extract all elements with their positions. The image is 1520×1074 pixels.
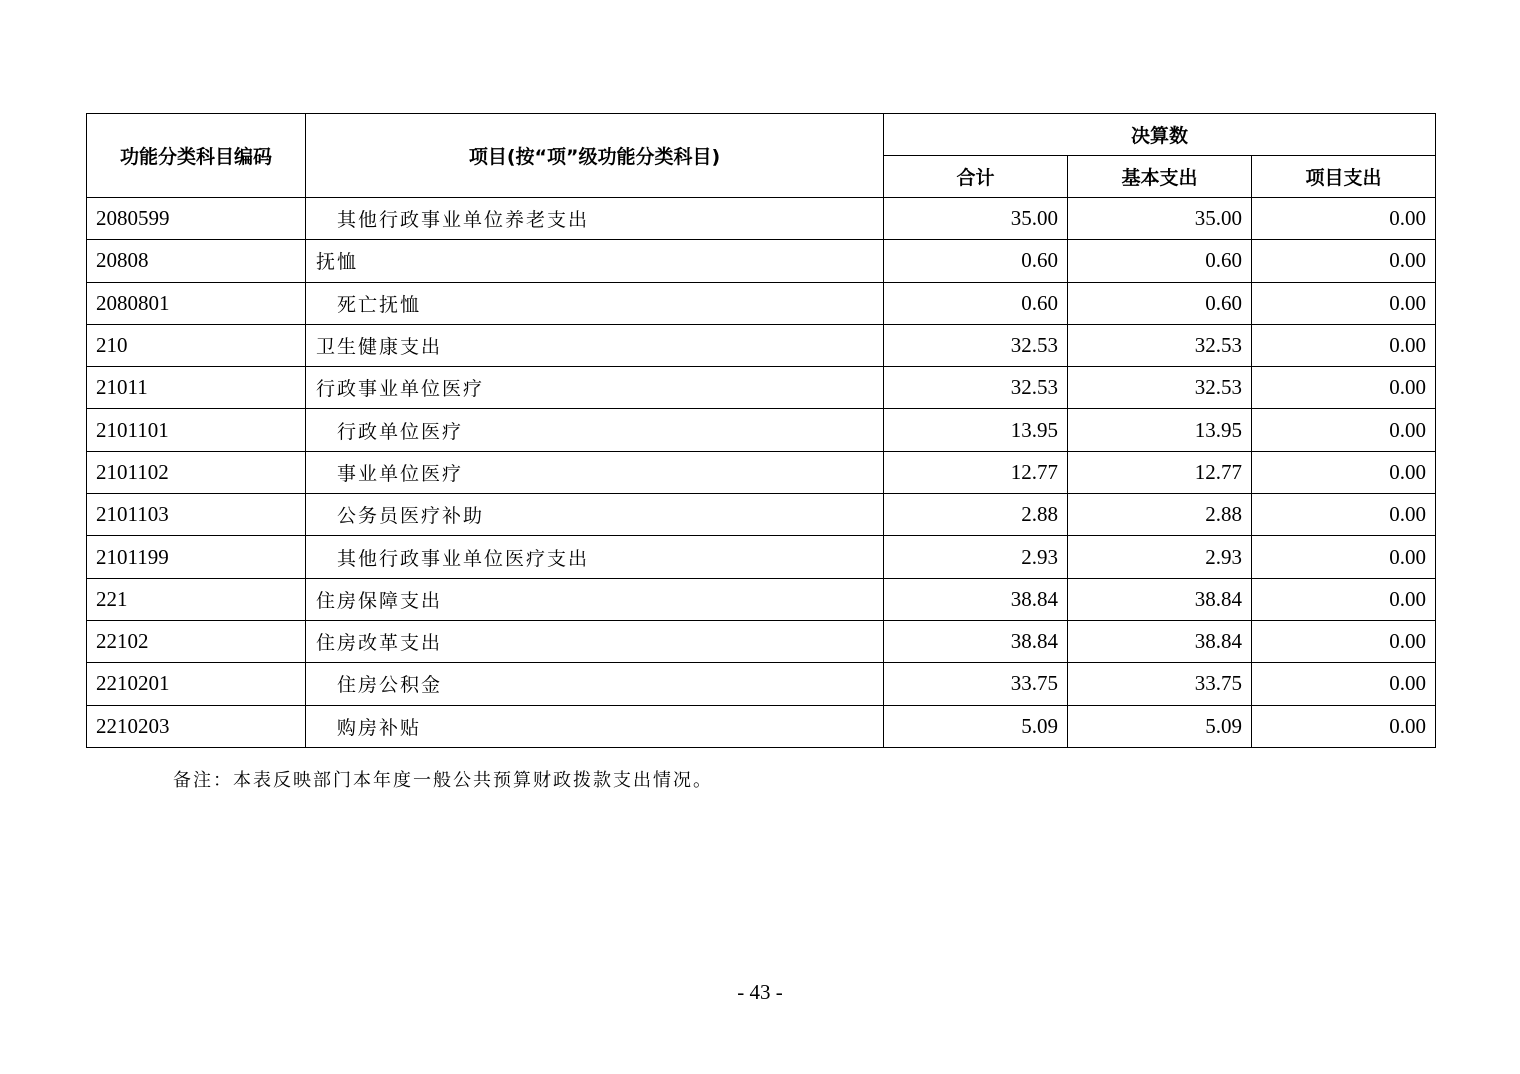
cell-code: 2080599 [87,198,306,240]
cell-project-expense: 0.00 [1252,367,1436,409]
header-item: 项目(按“项”级功能分类科目) [306,114,884,198]
cell-project-expense: 0.00 [1252,324,1436,366]
cell-basic-expense: 13.95 [1068,409,1252,451]
cell-item-name: 住房改革支出 [306,620,884,662]
header-total: 合计 [884,156,1068,198]
cell-total: 32.53 [884,367,1068,409]
header-project-expense: 项目支出 [1252,156,1436,198]
cell-item-name: 住房公积金 [306,663,884,705]
cell-project-expense: 0.00 [1252,663,1436,705]
table-row [87,282,1436,324]
cell-item-name: 住房保障支出 [306,578,884,620]
table-row [87,367,1436,409]
cell-project-expense: 0.00 [1252,536,1436,578]
cell-code: 221 [87,578,306,620]
table-footnote: 备注：本表反映部门本年度一般公共预算财政拨款支出情况。 [173,770,713,791]
table-row [87,620,1436,662]
table-row [87,663,1436,705]
cell-code: 20808 [87,240,306,282]
table-body [87,198,1436,748]
cell-total: 0.60 [884,240,1068,282]
cell-basic-expense: 0.60 [1068,282,1252,324]
header-basic-expense: 基本支出 [1068,156,1252,198]
table-header-row [87,114,1436,156]
cell-total: 38.84 [884,620,1068,662]
header-final-account: 决算数 [884,114,1436,156]
cell-basic-expense: 12.77 [1068,451,1252,493]
cell-basic-expense: 0.60 [1068,240,1252,282]
cell-basic-expense: 5.09 [1068,705,1252,747]
cell-basic-expense: 35.00 [1068,198,1252,240]
table-row [87,240,1436,282]
page-number: - 43 - [737,980,783,1004]
cell-basic-expense: 33.75 [1068,663,1252,705]
table-row [87,324,1436,366]
cell-item-name: 行政单位医疗 [306,409,884,451]
cell-total: 12.77 [884,451,1068,493]
cell-code: 2101102 [87,451,306,493]
cell-project-expense: 0.00 [1252,282,1436,324]
cell-total: 13.95 [884,409,1068,451]
cell-item-name: 死亡抚恤 [306,282,884,324]
cell-project-expense: 0.00 [1252,578,1436,620]
cell-basic-expense: 38.84 [1068,620,1252,662]
cell-total: 38.84 [884,578,1068,620]
cell-code: 2210201 [87,663,306,705]
cell-basic-expense: 38.84 [1068,578,1252,620]
cell-total: 32.53 [884,324,1068,366]
table-row [87,409,1436,451]
table-row [87,494,1436,536]
cell-code: 2101199 [87,536,306,578]
cell-code: 2101103 [87,494,306,536]
cell-project-expense: 0.00 [1252,409,1436,451]
cell-item-name: 公务员医疗补助 [306,494,884,536]
cell-project-expense: 0.00 [1252,451,1436,493]
table-row [87,451,1436,493]
cell-code: 22102 [87,620,306,662]
cell-total: 2.93 [884,536,1068,578]
cell-code: 210 [87,324,306,366]
cell-basic-expense: 2.93 [1068,536,1252,578]
cell-project-expense: 0.00 [1252,620,1436,662]
cell-total: 5.09 [884,705,1068,747]
cell-basic-expense: 2.88 [1068,494,1252,536]
table-row [87,536,1436,578]
cell-total: 35.00 [884,198,1068,240]
cell-code: 2080801 [87,282,306,324]
cell-item-name: 抚恤 [306,240,884,282]
cell-total: 0.60 [884,282,1068,324]
cell-project-expense: 0.00 [1252,494,1436,536]
cell-code: 2210203 [87,705,306,747]
cell-item-name: 其他行政事业单位养老支出 [306,198,884,240]
cell-total: 2.88 [884,494,1068,536]
cell-project-expense: 0.00 [1252,198,1436,240]
cell-item-name: 其他行政事业单位医疗支出 [306,536,884,578]
table-row [87,198,1436,240]
header-code: 功能分类科目编码 [87,114,306,198]
budget-expenditure-table [86,113,1436,748]
cell-item-name: 卫生健康支出 [306,324,884,366]
cell-project-expense: 0.00 [1252,705,1436,747]
table-row [87,578,1436,620]
cell-basic-expense: 32.53 [1068,324,1252,366]
cell-code: 2101101 [87,409,306,451]
table-row [87,705,1436,747]
cell-project-expense: 0.00 [1252,240,1436,282]
cell-item-name: 事业单位医疗 [306,451,884,493]
cell-item-name: 购房补贴 [306,705,884,747]
cell-code: 21011 [87,367,306,409]
cell-basic-expense: 32.53 [1068,367,1252,409]
cell-total: 33.75 [884,663,1068,705]
cell-item-name: 行政事业单位医疗 [306,367,884,409]
